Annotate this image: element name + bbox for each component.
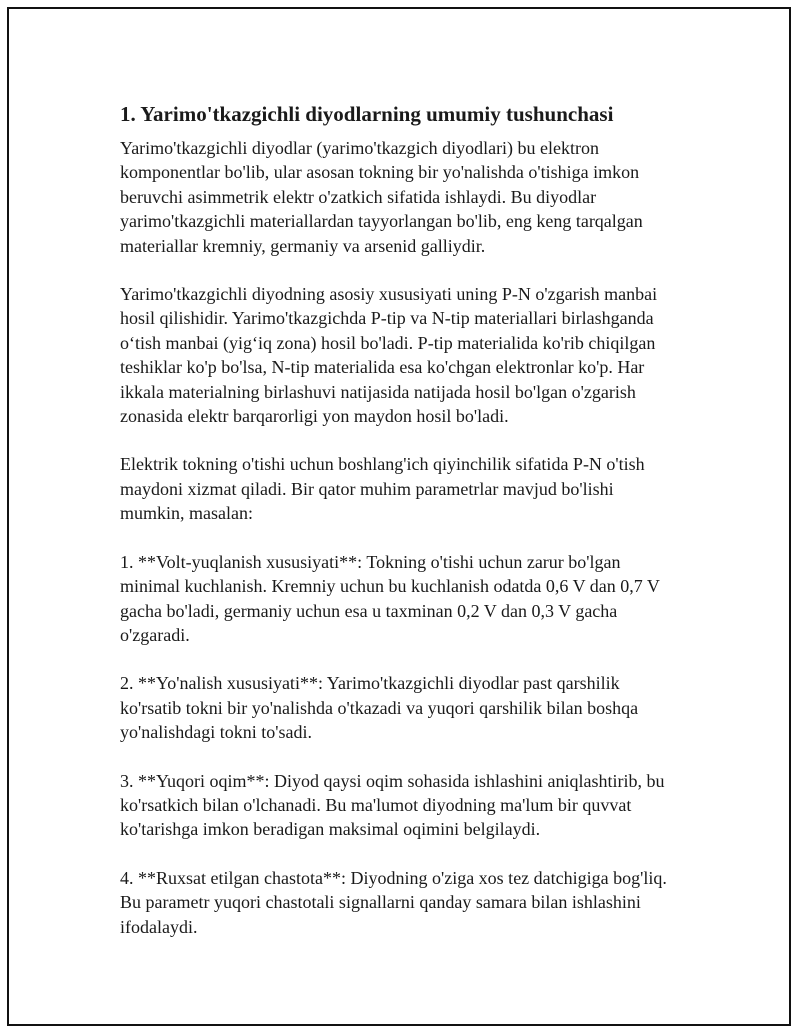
list-item-volt: 1. **Volt-yuqlanish xususiyati**: Tokning o'tishi uchun zarur bo'lgan minimal kuchlanish. Kremniy uchun bu kuchlanish odatda 0,6 V dan 0,7 V gacha bo'ladi, germaniy uchun esa u taxminan 0,2 V dan 0,3 V gacha o'zgaradi.	[120, 551, 660, 645]
list-item-current: 3. **Yuqori oqim**: Diyod qaysi oqim sohasida ishlashini aniqlashtirib, bu ko'rsatkich bilan o'lchanadi. Bu ma'lumot diyodning ma'lum bir quvvat ko'tarishga imkon beradigan maksimal oqimini belgilaydi.	[120, 770, 665, 840]
paragraph-pn-junction: Yarimo'tkazgichli diyodning asosiy xususiyati uning P-N o'zgarish manbai hosil qilishidir. Yarimo'tkazgichda P-tip va N-tip materiallari birlashganda o‘tish manbai (yig‘iq zona) hosil bo'ladi. P-tip materialida ko'rib chiqilgan teshiklar ko'p bo'lsa, N-tip materialida esa ko'chgan elektronlar ko'p. Har ikkala materialning birlashuvi natijasida natijada hosil bo'lgan o'zgarish zonasida elektr barqarorligi yon maydon hosil bo'ladi.	[120, 284, 658, 427]
document-body	[120, 100, 700, 963]
document-title: 1. Yarimo'tkazgichli diyodlarning umumiy tushunchasi	[120, 102, 614, 126]
paragraph-parameters-intro: Elektrik tokning o'tishi uchun boshlang'ich qiyinchilik sifatida P-N o'tish maydoni xizmat qiladi. Bir qator muhim parametrlar mavjud bo'lishi mumkin, masalan:	[120, 454, 645, 524]
list-item-direction: 2. **Yo'nalish xususiyati**: Yarimo'tkazgichli diyodlar past qarshilik ko'rsatib tokni bir yo'nalishda o'tkazadi va yuqori qarshilik bilan boshqa yo'nalishdagi tokni to'sadi.	[120, 673, 639, 743]
list-item-frequency: 4. **Ruxsat etilgan chastota**: Diyodning o'ziga xos tez datchigiga bog'liq. Bu parametr yuqori chastotali signallarni qanday samara bilan ishlashini ifodalaydi.	[120, 867, 667, 937]
document-page	[7, 7, 791, 1026]
paragraph-intro: Yarimo'tkazgichli diyodlar (yarimo'tkazgich diyodlari) bu elektron komponentlar bo'lib, ular asosan tokning bir yo'nalishda o'tishiga imkon beruvchi asimmetrik elektr o'zatkich sifatida ishlaydi. Bu diyodlar yarimo'tkazgichli materiallardan tayyorlangan bo'lib, eng keng tarqalgan materiallar kremniy, germaniy va arsenid galliydir.	[120, 138, 643, 256]
